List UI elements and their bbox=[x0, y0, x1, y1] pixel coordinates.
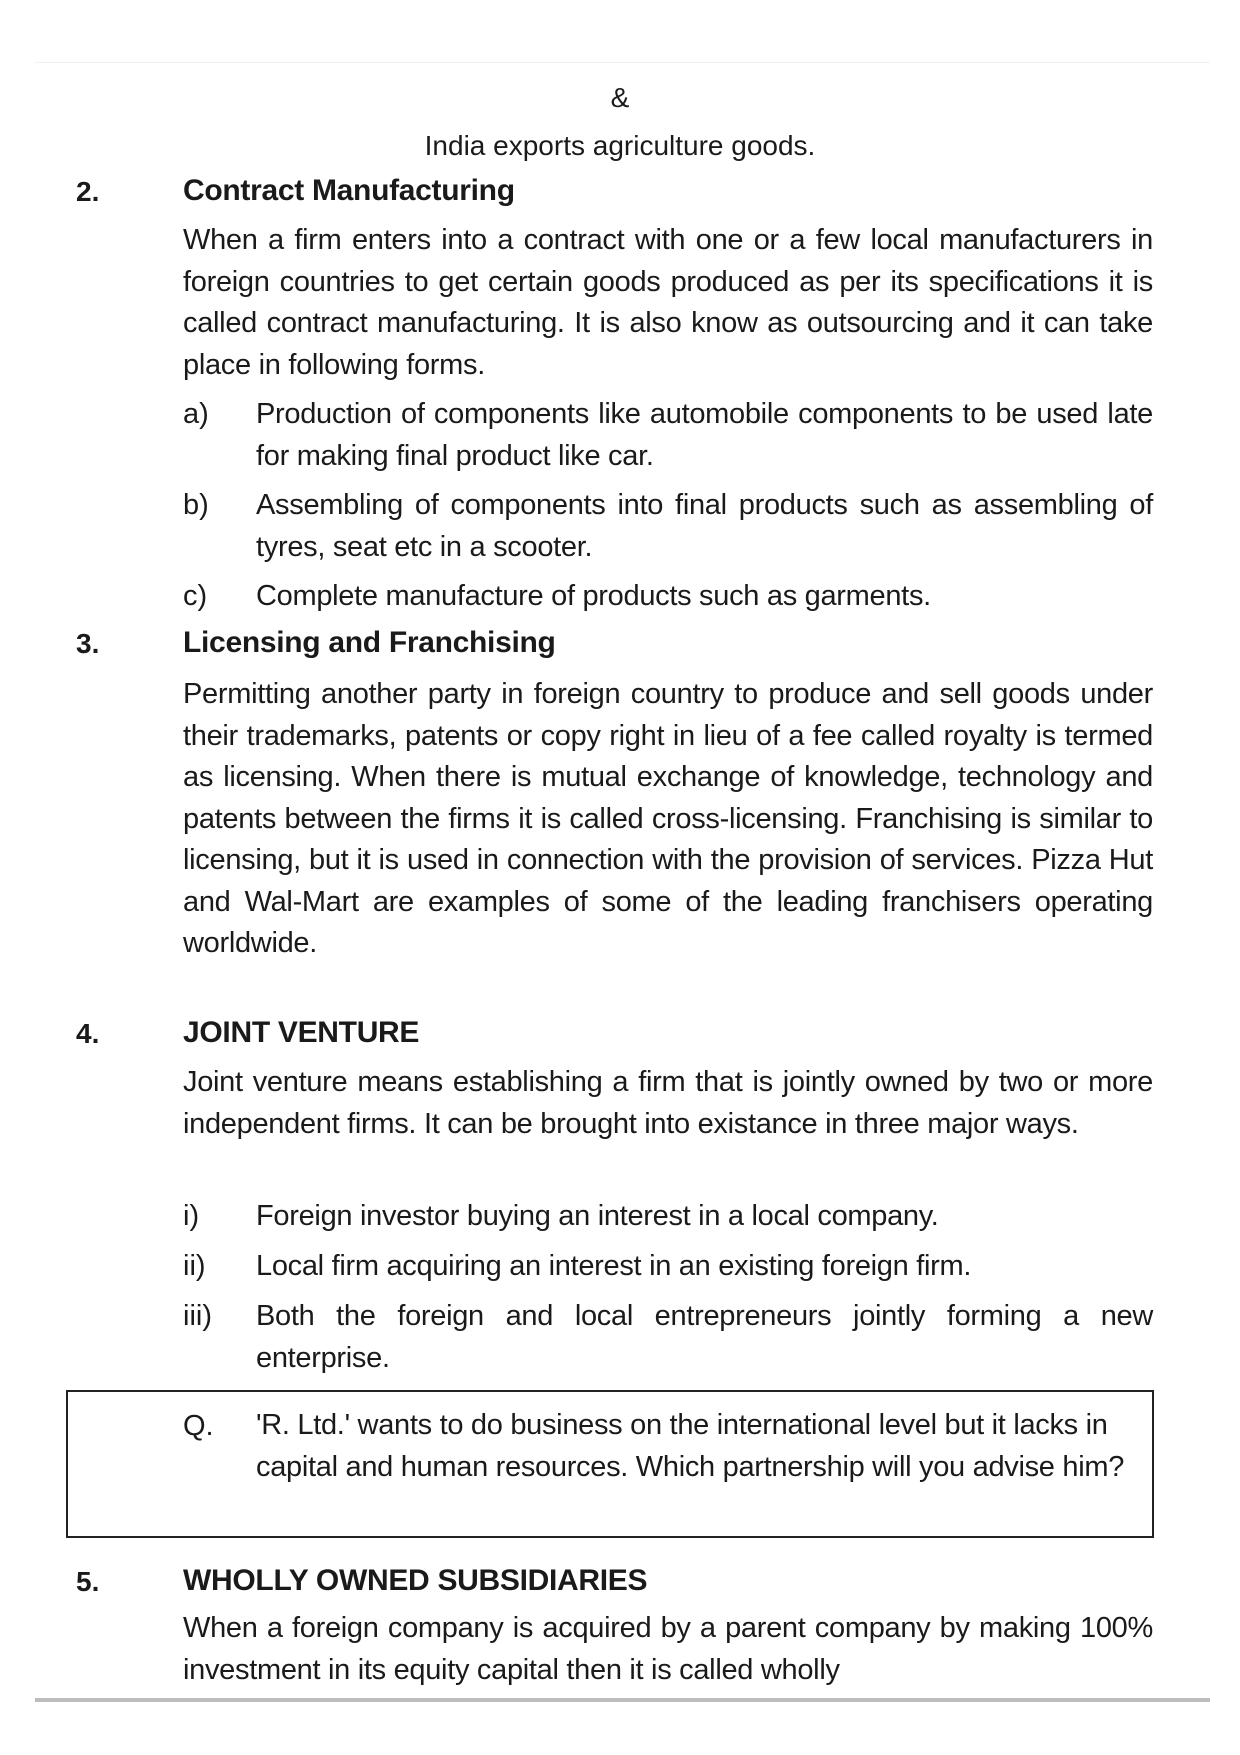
section-heading: JOINT VENTURE bbox=[183, 1016, 420, 1049]
list-item-text: Foreign investor buying an interest in a local company. bbox=[256, 1200, 939, 1232]
ampersand-line: & bbox=[610, 82, 630, 113]
list-item-label: a) bbox=[183, 398, 209, 430]
section-heading: Licensing and Franchising bbox=[183, 626, 556, 659]
bottom-divider bbox=[35, 1698, 1210, 1702]
list-item-text: Assembling of components into final products such as assembling of tyres, seat etc in a scooter. bbox=[256, 489, 1153, 563]
section-number: 4. bbox=[76, 1018, 100, 1049]
question-text: 'R. Ltd.' wants to do business on the international level but it lacks in capital and human resources. Which partnership will you advise him? bbox=[256, 1409, 1125, 1483]
list-item-text: Both the foreign and local entrepreneurs jointly forming a new enterprise. bbox=[256, 1300, 1153, 1374]
section-paragraph: When a firm enters into a contract with one or a few local manufacturers in foreign countries to get certain goods produced as per its specifications it is called contract manufacturing. It is also know as outsourcing and it can take place in following forms. bbox=[183, 224, 1153, 381]
section-heading: WHOLLY OWNED SUBSIDIARIES bbox=[183, 1564, 648, 1597]
list-item-text: Complete manufacture of products such as garments. bbox=[256, 580, 931, 612]
section-heading: Contract Manufacturing bbox=[183, 174, 515, 207]
list-item-label: c) bbox=[183, 580, 208, 612]
list-item-label: iii) bbox=[183, 1300, 212, 1332]
section-paragraph: When a foreign company is acquired by a parent company by making 100% investment in its equity capital then it is called wholly bbox=[183, 1612, 1153, 1686]
section-paragraph: Joint venture means establishing a firm that is jointly owned by two or more independent firms. It can be brought into existance in three major ways. bbox=[183, 1066, 1153, 1140]
list-item-label: b) bbox=[183, 489, 209, 521]
list-item-text: Production of components like automobile components to be used late for making final product like car. bbox=[256, 398, 1153, 472]
list-item-label: i) bbox=[183, 1200, 200, 1232]
section-number: 2. bbox=[76, 176, 100, 207]
list-item-label: ii) bbox=[183, 1250, 206, 1282]
section-number: 5. bbox=[76, 1566, 100, 1597]
list-item-text: Local firm acquiring an interest in an existing foreign firm. bbox=[256, 1250, 972, 1282]
section-paragraph: Permitting another party in foreign country to produce and sell goods under their trademarks, patents or copy right in lieu of a fee called royalty is termed as licensing. When there is mutual exchange of knowledge, technology and patents between the firms it is called cross-licensing. Franchising is similar to licensing, but it is used in connection with the provision of services. Pizza Hut and Wal-Mart are examples of some of the leading franchisers operating worldwide. bbox=[183, 678, 1153, 959]
top-divider bbox=[35, 62, 1210, 63]
question-label: Q. bbox=[183, 1410, 214, 1442]
intro-line: India exports agriculture goods. bbox=[424, 130, 816, 161]
section-number: 3. bbox=[76, 628, 100, 659]
